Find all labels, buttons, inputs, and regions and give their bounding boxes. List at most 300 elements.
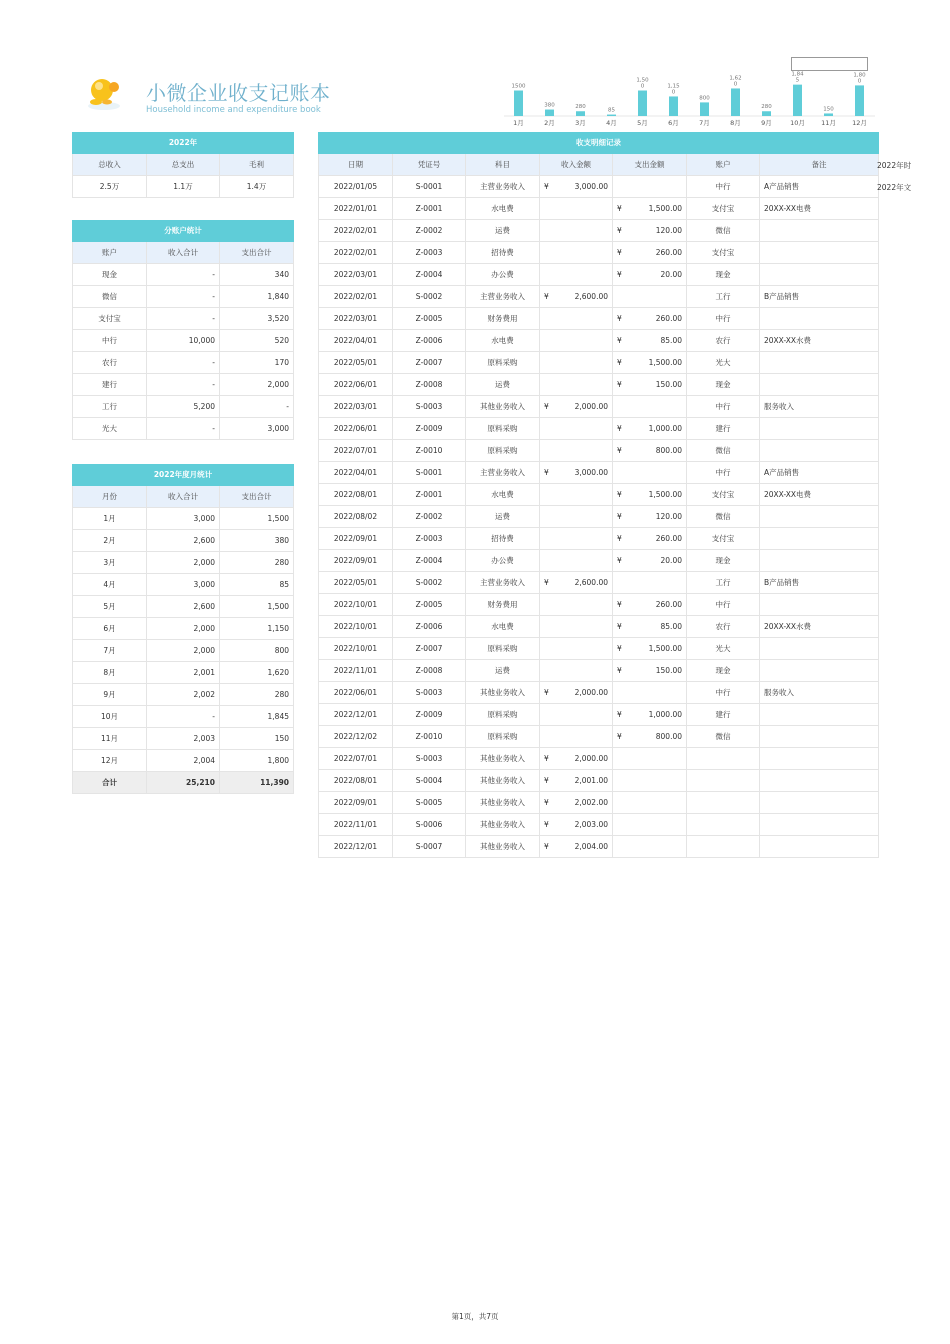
detail-date: 2022/12/01 <box>319 836 393 858</box>
detail-subject: 其他业务收入 <box>466 682 540 704</box>
detail-date: 2022/07/01 <box>319 440 393 462</box>
detail-income <box>540 638 613 660</box>
detail-subject: 主营业务收入 <box>466 286 540 308</box>
chart-data-label: 380 <box>544 102 555 109</box>
table-row <box>73 396 294 418</box>
detail-note <box>760 264 879 286</box>
detail-voucher: Z-0009 <box>393 418 466 440</box>
detail-account: 农行 <box>687 330 760 352</box>
detail-note <box>760 748 879 770</box>
detail-date: 2022/02/01 <box>319 220 393 242</box>
table-row <box>73 264 294 286</box>
monthly-expense-chart <box>500 54 880 134</box>
detail-income <box>540 748 613 770</box>
detail-date: 2022/11/01 <box>319 814 393 836</box>
account-name: 支付宝 <box>73 308 147 330</box>
detail-subject: 其他业务收入 <box>466 836 540 858</box>
table-row <box>319 638 879 660</box>
table-row <box>73 374 294 396</box>
piggy-bank-logo-icon <box>84 74 124 114</box>
month-expense: 1,500 <box>220 508 294 530</box>
detail-account <box>687 748 760 770</box>
detail-note: B产品销售 <box>760 286 879 308</box>
detail-account: 中行 <box>687 462 760 484</box>
month-income: 2,000 <box>147 552 220 574</box>
month-label: 9月 <box>73 684 147 706</box>
account-name: 中行 <box>73 330 147 352</box>
detail-income <box>540 286 613 308</box>
month-expense: 280 <box>220 552 294 574</box>
table-row <box>73 574 294 596</box>
table-row <box>73 618 294 640</box>
detail-expense <box>613 726 687 748</box>
currency-symbol: ¥ <box>544 754 549 763</box>
amount-value: 2,600.00 <box>574 578 608 587</box>
detail-note: A产品销售 <box>760 176 879 198</box>
amount-value: 1,500.00 <box>648 204 682 213</box>
amount-value: 260.00 <box>655 534 682 543</box>
details-caption: 收支明细记录 <box>319 132 879 154</box>
amount-value: 2,003.00 <box>574 820 608 829</box>
detail-note <box>760 726 879 748</box>
detail-date: 2022/01/01 <box>319 198 393 220</box>
table-row <box>73 508 294 530</box>
detail-expense <box>613 660 687 682</box>
month-label: 7月 <box>73 640 147 662</box>
detail-expense <box>613 682 687 704</box>
currency-symbol: ¥ <box>617 644 622 653</box>
table-row <box>319 594 879 616</box>
month-income: 2,600 <box>147 596 220 618</box>
currency-symbol: ¥ <box>617 248 622 257</box>
detail-voucher: S-0001 <box>393 176 466 198</box>
account-name: 现金 <box>73 264 147 286</box>
currency-symbol: ¥ <box>617 710 622 719</box>
detail-subject: 其他业务收入 <box>466 396 540 418</box>
amount-value: 1,500.00 <box>648 644 682 653</box>
detail-note: B产品销售 <box>760 572 879 594</box>
detail-expense <box>613 484 687 506</box>
table-row <box>319 220 879 242</box>
month-expense: 380 <box>220 530 294 552</box>
detail-voucher: Z-0009 <box>393 704 466 726</box>
table-row <box>319 814 879 836</box>
detail-income <box>540 264 613 286</box>
detail-subject: 其他业务收入 <box>466 792 540 814</box>
detail-date: 2022/06/01 <box>319 374 393 396</box>
detail-note <box>760 550 879 572</box>
amount-value: 260.00 <box>655 600 682 609</box>
amount-value: 20.00 <box>660 556 682 565</box>
detail-voucher: Z-0004 <box>393 550 466 572</box>
currency-symbol: ¥ <box>544 402 549 411</box>
detail-account: 支付宝 <box>687 528 760 550</box>
account-expense: 1,840 <box>220 286 294 308</box>
account-income: 10,000 <box>147 330 220 352</box>
total-income-value: 2.5万 <box>73 176 147 198</box>
detail-subject: 原料采购 <box>466 418 540 440</box>
month-label: 4月 <box>73 574 147 596</box>
amount-value: 1,500.00 <box>648 358 682 367</box>
chart-data-label: 1,62 <box>729 75 742 82</box>
detail-voucher: Z-0002 <box>393 220 466 242</box>
detail-income <box>540 308 613 330</box>
month-income: - <box>147 706 220 728</box>
detail-expense <box>613 440 687 462</box>
table-row <box>73 750 294 772</box>
detail-subject: 招待费 <box>466 242 540 264</box>
table-row <box>319 704 879 726</box>
detail-income <box>540 396 613 418</box>
currency-symbol: ¥ <box>544 776 549 785</box>
detail-account: 现金 <box>687 264 760 286</box>
chart-bar <box>607 115 616 116</box>
detail-expense <box>613 836 687 858</box>
detail-note <box>760 814 879 836</box>
detail-note <box>760 704 879 726</box>
chart-tick-label: 6月 <box>668 119 679 127</box>
currency-symbol: ¥ <box>617 534 622 543</box>
chart-data-label: 280 <box>575 104 586 111</box>
overflow-text: 2022年时 <box>877 161 912 170</box>
amount-value: 2,000.00 <box>574 754 608 763</box>
detail-income <box>540 484 613 506</box>
amount-value: 2,004.00 <box>574 842 608 851</box>
chart-data-label: 1,15 <box>667 83 680 90</box>
details-header: 收入金额 <box>540 154 613 176</box>
detail-expense <box>613 770 687 792</box>
account-name: 农行 <box>73 352 147 374</box>
account-income: - <box>147 308 220 330</box>
monthly-header: 支出合计 <box>220 486 294 508</box>
detail-income <box>540 836 613 858</box>
detail-subject: 水电费 <box>466 330 540 352</box>
detail-account: 建行 <box>687 418 760 440</box>
account-expense: 2,000 <box>220 374 294 396</box>
total-row <box>73 772 294 794</box>
chart-tick-label: 3月 <box>575 119 586 127</box>
table-row <box>73 684 294 706</box>
month-label: 11月 <box>73 728 147 750</box>
month-income: 3,000 <box>147 508 220 530</box>
detail-expense <box>613 198 687 220</box>
amount-value: 800.00 <box>655 732 682 741</box>
detail-note: A产品销售 <box>760 462 879 484</box>
detail-subject: 财务费用 <box>466 308 540 330</box>
detail-voucher: S-0003 <box>393 748 466 770</box>
amount-value: 120.00 <box>655 226 682 235</box>
detail-income <box>540 528 613 550</box>
detail-income <box>540 220 613 242</box>
account-expense: 3,520 <box>220 308 294 330</box>
detail-expense <box>613 176 687 198</box>
detail-date: 2022/03/01 <box>319 308 393 330</box>
chart-data-label: 1,80 <box>853 72 866 79</box>
total-label: 合计 <box>73 772 147 794</box>
summary-header: 毛利 <box>220 154 294 176</box>
detail-account: 微信 <box>687 440 760 462</box>
detail-date: 2022/04/01 <box>319 462 393 484</box>
table-row <box>73 662 294 684</box>
details-header: 日期 <box>319 154 393 176</box>
detail-account <box>687 770 760 792</box>
detail-expense <box>613 418 687 440</box>
detail-note <box>760 528 879 550</box>
amount-value: 85.00 <box>660 336 682 345</box>
detail-income <box>540 440 613 462</box>
detail-expense <box>613 264 687 286</box>
detail-account: 工行 <box>687 572 760 594</box>
detail-date: 2022/09/01 <box>319 792 393 814</box>
detail-date: 2022/01/05 <box>319 176 393 198</box>
amount-value: 1,000.00 <box>648 424 682 433</box>
details-header: 科目 <box>466 154 540 176</box>
accounts-header: 支出合计 <box>220 242 294 264</box>
amount-value: 2,002.00 <box>574 798 608 807</box>
account-name: 工行 <box>73 396 147 418</box>
currency-symbol: ¥ <box>617 358 622 367</box>
detail-expense <box>613 704 687 726</box>
month-income: 2,002 <box>147 684 220 706</box>
currency-symbol: ¥ <box>544 820 549 829</box>
detail-expense <box>613 330 687 352</box>
table-row <box>319 330 879 352</box>
detail-account: 微信 <box>687 506 760 528</box>
amount-value: 3,000.00 <box>574 468 608 477</box>
chart-data-label: 150 <box>823 106 834 113</box>
detail-voucher: S-0004 <box>393 770 466 792</box>
detail-date: 2022/11/01 <box>319 660 393 682</box>
chart-data-label: 800 <box>699 95 710 102</box>
detail-date: 2022/10/01 <box>319 638 393 660</box>
detail-expense <box>613 792 687 814</box>
chart-bar <box>700 102 709 116</box>
detail-income <box>540 462 613 484</box>
chart-data-label: 1,50 <box>636 77 649 84</box>
table-row <box>319 528 879 550</box>
detail-income <box>540 198 613 220</box>
detail-expense <box>613 374 687 396</box>
detail-note: 20XX-XX电费 <box>760 484 879 506</box>
detail-note <box>760 594 879 616</box>
detail-income <box>540 616 613 638</box>
table-row <box>319 506 879 528</box>
chart-data-label: 1500 <box>511 83 526 90</box>
detail-subject: 原料采购 <box>466 638 540 660</box>
table-row <box>319 572 879 594</box>
detail-voucher: Z-0007 <box>393 352 466 374</box>
currency-symbol: ¥ <box>544 798 549 807</box>
month-label: 2月 <box>73 530 147 552</box>
month-expense: 1,845 <box>220 706 294 728</box>
detail-subject: 办公费 <box>466 264 540 286</box>
detail-account: 微信 <box>687 726 760 748</box>
account-expense: 340 <box>220 264 294 286</box>
summary-header: 总支出 <box>147 154 220 176</box>
detail-note <box>760 418 879 440</box>
detail-voucher: Z-0010 <box>393 440 466 462</box>
detail-note <box>760 374 879 396</box>
detail-income <box>540 506 613 528</box>
detail-date: 2022/12/01 <box>319 704 393 726</box>
detail-voucher: S-0003 <box>393 682 466 704</box>
accounts-header: 账户 <box>73 242 147 264</box>
detail-income <box>540 550 613 572</box>
currency-symbol: ¥ <box>617 490 622 499</box>
account-expense: 170 <box>220 352 294 374</box>
chart-data-label: 85 <box>608 107 615 114</box>
detail-subject: 水电费 <box>466 616 540 638</box>
detail-date: 2022/03/01 <box>319 396 393 418</box>
accounts-caption: 分账户统计 <box>73 220 294 242</box>
detail-date: 2022/04/01 <box>319 330 393 352</box>
detail-subject: 运费 <box>466 660 540 682</box>
detail-subject: 招待费 <box>466 528 540 550</box>
chart-tick-label: 10月 <box>790 119 805 127</box>
table-row <box>73 418 294 440</box>
detail-income <box>540 660 613 682</box>
detail-subject: 主营业务收入 <box>466 462 540 484</box>
chart-tick-label: 9月 <box>761 119 772 127</box>
currency-symbol: ¥ <box>544 292 549 301</box>
detail-voucher: S-0006 <box>393 814 466 836</box>
currency-symbol: ¥ <box>617 512 622 521</box>
month-expense: 1,800 <box>220 750 294 772</box>
month-income: 2,001 <box>147 662 220 684</box>
month-label: 3月 <box>73 552 147 574</box>
chart-bar <box>824 113 833 116</box>
detail-account: 现金 <box>687 374 760 396</box>
detail-voucher: Z-0010 <box>393 726 466 748</box>
amount-value: 800.00 <box>655 446 682 455</box>
detail-note: 服务收入 <box>760 396 879 418</box>
account-income: - <box>147 374 220 396</box>
detail-date: 2022/09/01 <box>319 528 393 550</box>
page-title: 小微企业收支记账本 <box>146 81 331 105</box>
total-expense: 11,390 <box>220 772 294 794</box>
chart-bar <box>793 85 802 116</box>
detail-subject: 办公费 <box>466 550 540 572</box>
currency-symbol: ¥ <box>617 424 622 433</box>
currency-symbol: ¥ <box>617 600 622 609</box>
detail-note <box>760 242 879 264</box>
detail-account: 中行 <box>687 682 760 704</box>
detail-note: 20XX-XX水费 <box>760 330 879 352</box>
detail-income <box>540 814 613 836</box>
details-header: 备注 <box>760 154 879 176</box>
amount-value: 260.00 <box>655 248 682 257</box>
details-header: 凭证号 <box>393 154 466 176</box>
detail-voucher: Z-0006 <box>393 330 466 352</box>
table-row <box>319 616 879 638</box>
currency-symbol: ¥ <box>617 446 622 455</box>
detail-date: 2022/06/01 <box>319 418 393 440</box>
detail-account: 建行 <box>687 704 760 726</box>
chart-data-label: 280 <box>761 104 772 111</box>
table-row <box>319 286 879 308</box>
chart-data-label: 0 <box>640 83 645 90</box>
detail-subject: 主营业务收入 <box>466 176 540 198</box>
chart-data-label: 0 <box>857 78 862 85</box>
table-row <box>319 374 879 396</box>
detail-subject: 水电费 <box>466 484 540 506</box>
table-row <box>319 440 879 462</box>
detail-voucher: S-0005 <box>393 792 466 814</box>
detail-voucher: S-0007 <box>393 836 466 858</box>
detail-expense <box>613 462 687 484</box>
detail-note <box>760 660 879 682</box>
chart-tick-label: 11月 <box>821 119 836 127</box>
month-expense: 1,150 <box>220 618 294 640</box>
table-row <box>73 640 294 662</box>
amount-value: 1,000.00 <box>648 710 682 719</box>
chart-bar <box>855 85 864 116</box>
account-income: 5,200 <box>147 396 220 418</box>
details-header: 账户 <box>687 154 760 176</box>
month-label: 8月 <box>73 662 147 684</box>
detail-subject: 原料采购 <box>466 352 540 374</box>
currency-symbol: ¥ <box>617 622 622 631</box>
monthly-caption: 2022年度月统计 <box>73 464 294 486</box>
overflow-text: 2022年文 <box>877 183 912 192</box>
table-row <box>319 660 879 682</box>
detail-expense <box>613 748 687 770</box>
currency-symbol: ¥ <box>544 578 549 587</box>
detail-expense <box>613 550 687 572</box>
accounts-header: 收入合计 <box>147 242 220 264</box>
account-name: 建行 <box>73 374 147 396</box>
currency-symbol: ¥ <box>544 182 549 191</box>
detail-date: 2022/12/02 <box>319 726 393 748</box>
monthly-table <box>72 464 294 794</box>
table-row <box>319 308 879 330</box>
currency-symbol: ¥ <box>544 688 549 697</box>
detail-date: 2022/06/01 <box>319 682 393 704</box>
detail-subject: 其他业务收入 <box>466 770 540 792</box>
detail-expense <box>613 638 687 660</box>
detail-expense <box>613 396 687 418</box>
month-income: 2,000 <box>147 618 220 640</box>
month-label: 6月 <box>73 618 147 640</box>
table-row <box>73 308 294 330</box>
account-expense: 3,000 <box>220 418 294 440</box>
detail-note <box>760 638 879 660</box>
account-expense: - <box>220 396 294 418</box>
chart-bar <box>638 91 647 117</box>
currency-symbol: ¥ <box>617 336 622 345</box>
detail-note: 20XX-XX电费 <box>760 198 879 220</box>
table-row <box>319 748 879 770</box>
detail-subject: 财务费用 <box>466 594 540 616</box>
detail-expense <box>613 814 687 836</box>
table-row <box>73 352 294 374</box>
detail-expense <box>613 572 687 594</box>
amount-value: 3,000.00 <box>574 182 608 191</box>
table-row <box>73 552 294 574</box>
detail-voucher: Z-0005 <box>393 594 466 616</box>
table-row <box>319 176 879 198</box>
month-expense: 85 <box>220 574 294 596</box>
chart-bar <box>762 111 771 116</box>
month-income: 2,600 <box>147 530 220 552</box>
detail-expense <box>613 506 687 528</box>
detail-note <box>760 220 879 242</box>
detail-expense <box>613 528 687 550</box>
chart-tick-label: 2月 <box>544 119 555 127</box>
currency-symbol: ¥ <box>544 842 549 851</box>
detail-expense <box>613 242 687 264</box>
chart-bar <box>514 91 523 117</box>
